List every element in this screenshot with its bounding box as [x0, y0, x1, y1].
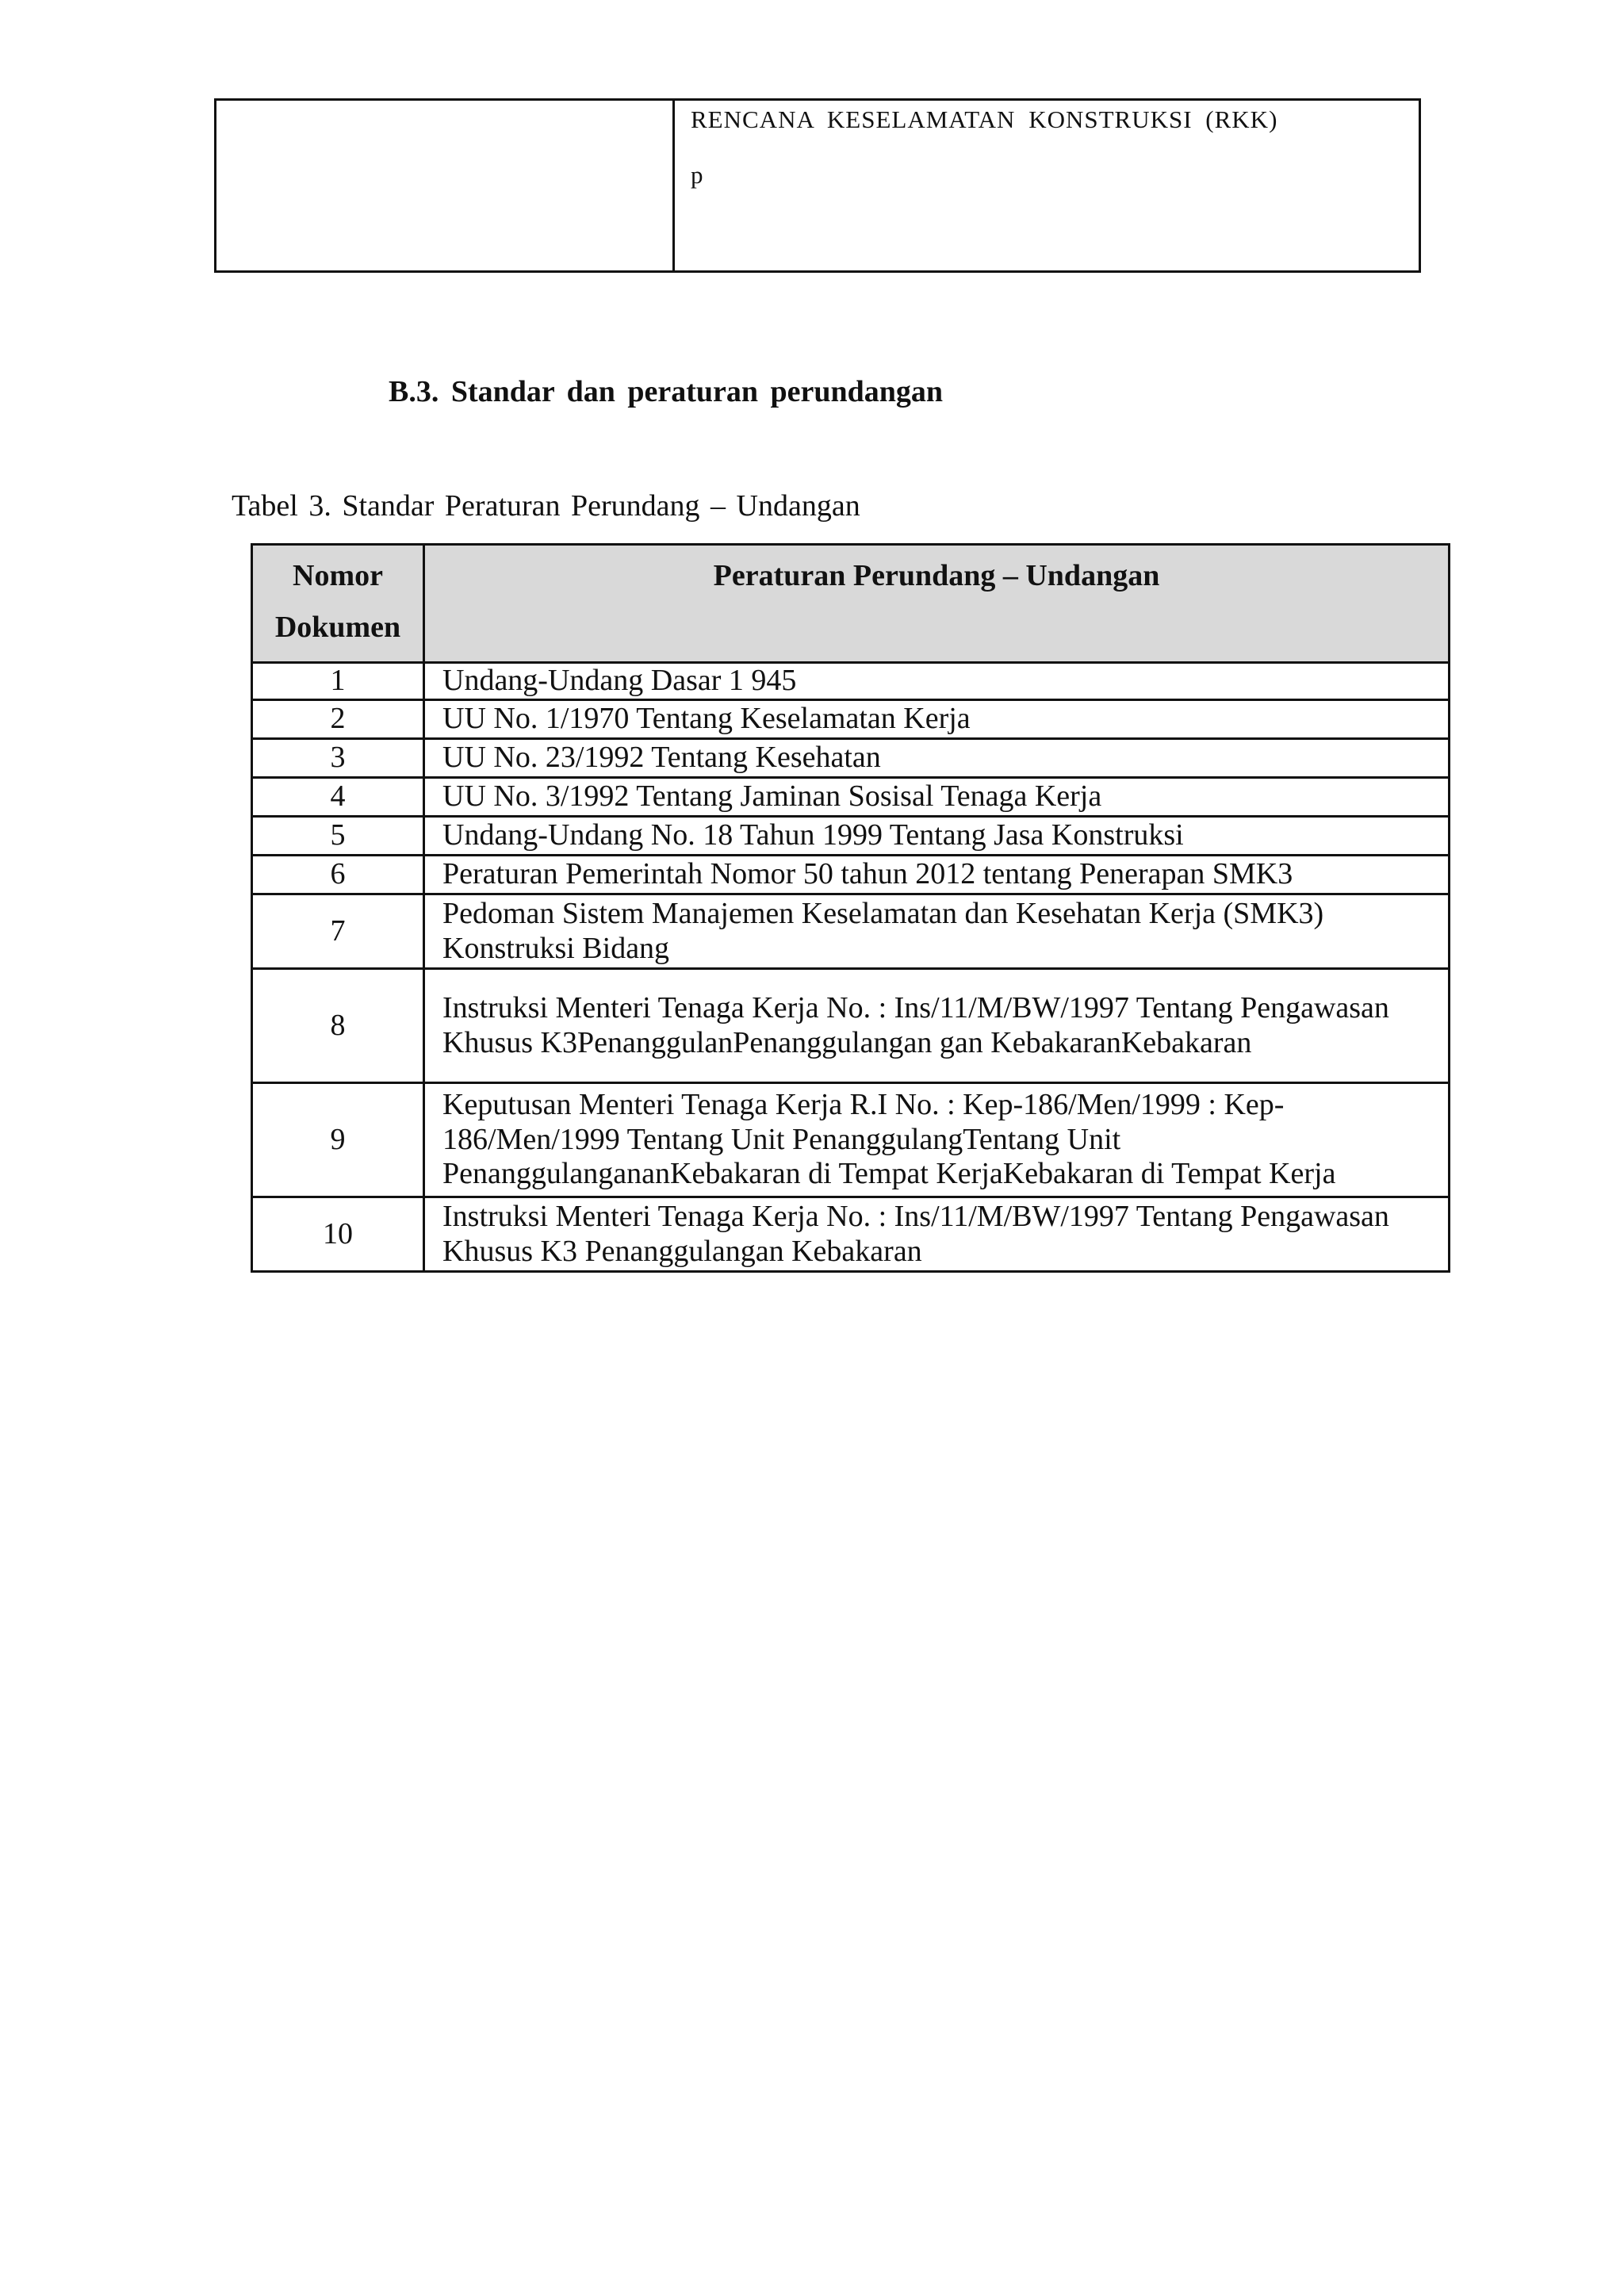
row-regulation: Undang-Undang Dasar 1 945 — [424, 663, 1450, 700]
table-row — [252, 778, 1450, 817]
header-number-line1: Nomor — [293, 559, 383, 592]
table-row — [252, 700, 1450, 739]
row-number: 5 — [252, 817, 424, 856]
row-regulation: Peraturan Pemerintah Nomor 50 tahun 2012 tentang Penerapan SMK3 — [424, 856, 1450, 894]
header-regulation: Peraturan Perundang – Undangan — [424, 545, 1450, 663]
table-row — [252, 1197, 1450, 1272]
table-row — [252, 663, 1450, 700]
table-row — [252, 894, 1450, 969]
table-row — [252, 817, 1450, 856]
document-header-box — [214, 98, 1421, 273]
table-row — [252, 1083, 1450, 1197]
row-number: 6 — [252, 856, 424, 894]
row-regulation: Keputusan Menteri Tenaga Kerja R.I No. : Kep-186/Men/1999 : Kep-186/Men/1999 Tentang Unit PenanggulangTentang Unit PenanggulangananKebakaran di Tempat KerjaKebakaran di Tempat Kerja — [424, 1083, 1450, 1197]
table-header-row — [252, 545, 1450, 663]
table-row — [252, 856, 1450, 894]
header-logo-cell — [216, 101, 675, 270]
regulations-table — [251, 543, 1450, 1273]
row-regulation: UU No. 23/1992 Tentang Kesehatan — [424, 739, 1450, 778]
row-number: 10 — [252, 1197, 424, 1272]
row-number: 9 — [252, 1083, 424, 1197]
row-number: 3 — [252, 739, 424, 778]
row-regulation: Undang-Undang No. 18 Tahun 1999 Tentang Jasa Konstruksi — [424, 817, 1450, 856]
row-number: 8 — [252, 969, 424, 1083]
header-number-line2: Dokumen — [274, 610, 401, 644]
row-number: 2 — [252, 700, 424, 739]
section-heading: B.3. Standar dan peraturan perundangan — [389, 375, 944, 408]
table-row — [252, 969, 1450, 1083]
row-regulation: UU No. 3/1992 Tentang Jaminan Sosisal Tenaga Kerja — [424, 778, 1450, 817]
row-number: 7 — [252, 894, 424, 969]
row-number: 1 — [252, 663, 424, 700]
row-regulation: UU No. 1/1970 Tentang Keselamatan Kerja — [424, 700, 1450, 739]
row-number: 4 — [252, 778, 424, 817]
header-title: RENCANA KESELAMATAN KONSTRUKSI (RKK) — [691, 105, 1278, 133]
header-subtitle: p — [691, 161, 703, 189]
table-row — [252, 739, 1450, 778]
row-regulation: Pedoman Sistem Manajemen Keselamatan dan Kesehatan Kerja (SMK3) Konstruksi Bidang — [424, 894, 1450, 969]
row-regulation: Instruksi Menteri Tenaga Kerja No. : Ins/11/M/BW/1997 Tentang Pengawasan Khusus K3 Penanggulangan Kebakaran — [424, 1197, 1450, 1272]
table-caption: Tabel 3. Standar Peraturan Perundang – Undangan — [232, 489, 860, 523]
header-title-cell — [675, 101, 1419, 270]
header-document-number — [252, 545, 424, 663]
row-regulation: Instruksi Menteri Tenaga Kerja No. : Ins/11/M/BW/1997 Tentang Pengawasan Khusus K3PenanggulanPenanggulangan gan KebakaranKebakaran — [424, 969, 1450, 1083]
